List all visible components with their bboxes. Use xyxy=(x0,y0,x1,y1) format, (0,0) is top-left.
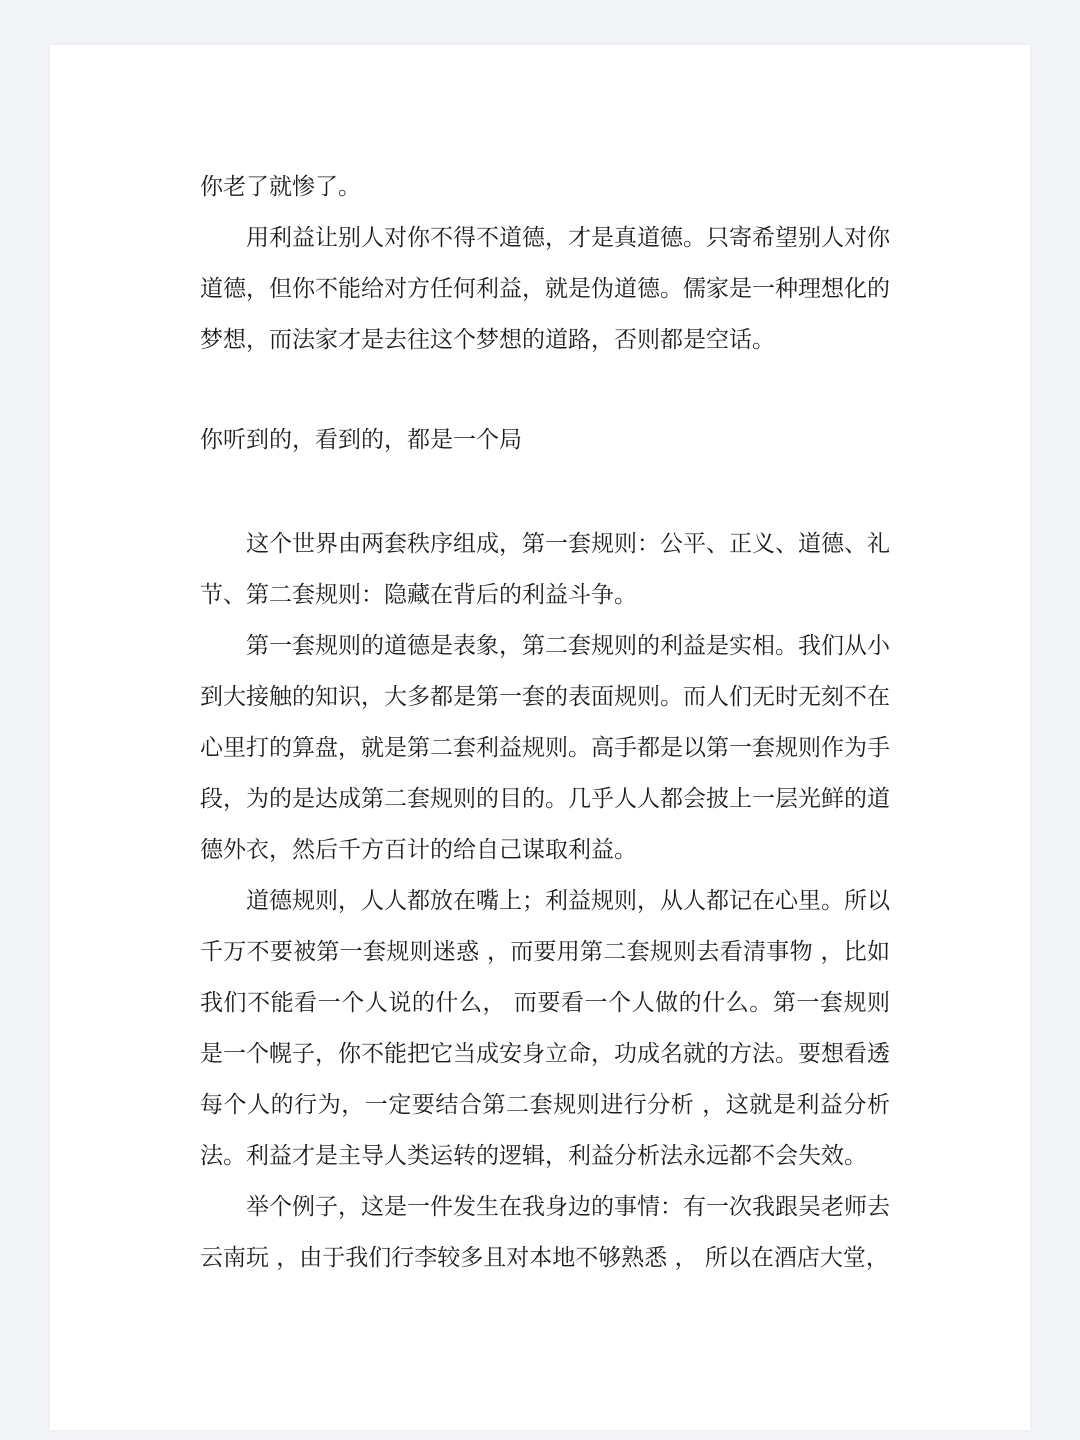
paragraph-2: 用利益让别人对你不得不道德，才是真道德。只寄希望别人对你道德，但你不能给对方任何利益，就是伪道德。儒家是一种理想化的梦想，而法家才是去往这个梦想的道路，否则都是空话。 xyxy=(200,225,890,353)
paragraph-1: 你老了就惨了。 xyxy=(200,174,361,200)
paragraph-5: 道德规则，人人都放在嘴上；利益规则，从人都记在心里。所以千万不要被第一套规则迷惑 ，而要用第二套规则去看清事物 ，比如我们不能看一个人说的什么， 而要看一个人做的什么。第一套规则是一个幌子，你不能把它当成安身立命，功成名就的方法。要想看透每个人的行为，一定要结合第二套规则进行分析 ，这就是利益分析法。利益才是主导人类运转的逻辑，利益分析法永远都不会失效。 xyxy=(200,888,890,1169)
spacer xyxy=(200,366,890,415)
document-page xyxy=(50,45,1030,1430)
paragraph-4: 第一套规则的道德是表象，第二套规则的利益是实相。我们从小到大接触的知识，大多都是第一套的表面规则。而人们无时无刻不在心里打的算盘，就是第二套利益规则。高手都是以第一套规则作为手段，为的是达成第二套规则的目的。几乎人人都会披上一层光鲜的道德外衣，然后千方百计的给自己谋取利益。 xyxy=(200,633,890,863)
paragraph-3: 这个世界由两套秩序组成，第一套规则：公平、正义、道德、礼节、第二套规则：隐藏在背后的利益斗争。 xyxy=(200,531,890,608)
paragraph-6: 举个例子，这是一件发生在我身边的事情：有一次我跟吴老师去云南玩 ，由于我们行李较多且对本地不够熟悉 ， 所以在酒店大堂， xyxy=(200,1194,890,1271)
document-body xyxy=(200,162,890,1284)
spacer xyxy=(200,466,890,519)
section-heading: 你听到的，看到的，都是一个局 xyxy=(200,427,522,453)
